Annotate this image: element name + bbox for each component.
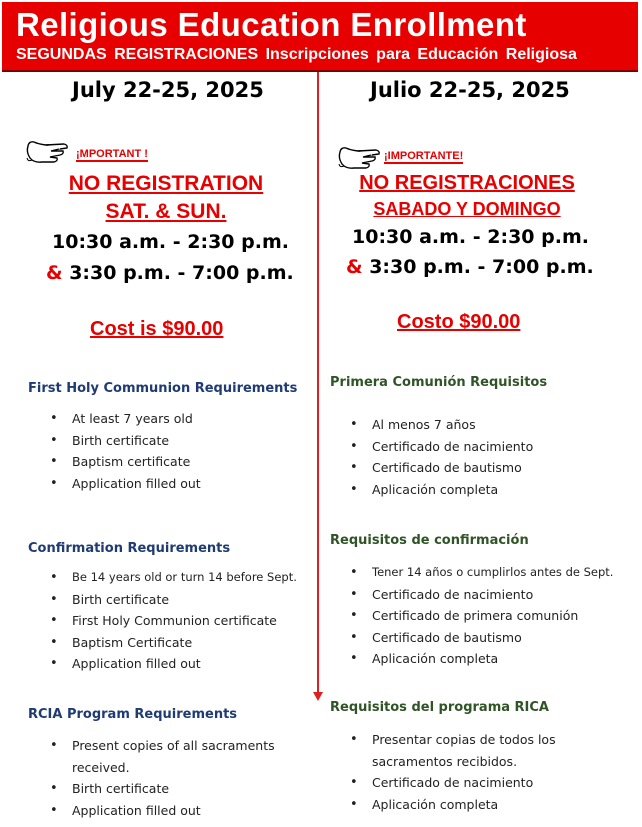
list-item: • Certificado de nacimiento bbox=[330, 436, 630, 458]
no-registraciones-line2: SABADO Y DOMINGO bbox=[373, 199, 561, 219]
english-no-registration bbox=[46, 170, 286, 226]
list-item: • Present copies of all sacraments received. bbox=[30, 735, 295, 778]
page-subtitle: SEGUNDAS REGISTRACIONES Inscripciones para Educación Religiosa bbox=[16, 46, 577, 63]
list-item: • Al menos 7 años bbox=[330, 414, 630, 436]
list-item: • First Holy Communion certificate bbox=[30, 610, 315, 632]
english-section-title-rcia: RCIA Program Requirements bbox=[28, 707, 238, 722]
english-section-title-communion: First Holy Communion Requirements bbox=[28, 381, 298, 396]
english-cost: Cost is $90.00 bbox=[90, 318, 224, 340]
list-item: • Certificado de primera comunión bbox=[330, 605, 638, 627]
important-badge: ¡MPORTANT ! bbox=[76, 148, 148, 160]
list-item: • Certificado de bautismo bbox=[330, 457, 630, 479]
list-item: • Birth certificate bbox=[30, 589, 315, 611]
list-item: • Presentar copias de todos los sacramentos recibidos. bbox=[330, 729, 592, 772]
spanish-section-title-rica: Requisitos del programa RICA bbox=[330, 700, 549, 715]
no-registration-line2: SAT. & SUN. bbox=[105, 200, 227, 223]
time-2-text: 3:30 p.m. - 7:00 p.m. bbox=[69, 262, 294, 284]
spanish-section-title-communion: Primera Comunión Requisitos bbox=[330, 375, 548, 390]
english-communion-list bbox=[30, 408, 310, 494]
divider-arrow-icon bbox=[313, 692, 323, 701]
spanish-communion-list bbox=[330, 414, 630, 500]
english-confirmation-list bbox=[30, 567, 315, 675]
no-registration-line1: NO REGISTRATION bbox=[68, 172, 264, 195]
importante-badge: ¡IMPORTANTE! bbox=[384, 150, 464, 162]
list-item: • Application filled out bbox=[30, 653, 315, 675]
list-item: • Aplicación completa bbox=[330, 794, 592, 816]
list-item: • Certificado de bautismo bbox=[330, 627, 638, 649]
spanish-rica-list bbox=[330, 729, 592, 815]
list-item: • Aplicación completa bbox=[330, 479, 630, 501]
list-item: • Tener 14 años o cumplirlos antes de Sept. bbox=[330, 562, 638, 584]
english-time-1: 10:30 a.m. - 2:30 p.m. bbox=[52, 231, 289, 253]
time-2-text: 3:30 p.m. - 7:00 p.m. bbox=[369, 256, 594, 278]
list-item: • Birth certificate bbox=[30, 778, 295, 800]
header-banner bbox=[2, 2, 638, 72]
page-title: Religious Education Enrollment bbox=[16, 6, 527, 43]
spanish-time-1: 10:30 a.m. - 2:30 p.m. bbox=[352, 226, 589, 248]
list-item: • Aplicación completa bbox=[330, 648, 638, 670]
spanish-important-callout bbox=[336, 144, 496, 172]
column-divider bbox=[317, 72, 319, 694]
english-rcia-list bbox=[30, 735, 295, 821]
list-item: • Baptism certificate bbox=[30, 451, 310, 473]
spanish-section-title-confirmation: Requisitos de confirmación bbox=[330, 533, 529, 548]
english-time-2 bbox=[46, 262, 294, 284]
ampersand: & bbox=[46, 262, 63, 284]
list-item: • Application filled out bbox=[30, 800, 295, 822]
list-item: • At least 7 years old bbox=[30, 408, 310, 430]
spanish-cost: Costo $90.00 bbox=[397, 311, 521, 333]
pointing-hand-icon bbox=[24, 138, 70, 166]
spanish-no-registration bbox=[340, 170, 594, 222]
english-section-title-confirmation: Confirmation Requirements bbox=[28, 541, 231, 556]
list-item: • Certificado de nacimiento bbox=[330, 772, 592, 794]
list-item: • Be 14 years old or turn 14 before Sept. bbox=[30, 567, 315, 589]
list-item: • Certificado de nacimiento bbox=[330, 584, 638, 606]
list-item: • Baptism Certificate bbox=[30, 632, 315, 654]
spanish-time-2 bbox=[346, 256, 594, 278]
english-important-callout bbox=[24, 138, 184, 166]
no-registraciones-line1: NO REGISTRACIONES bbox=[359, 172, 575, 194]
spanish-confirmation-list bbox=[330, 562, 638, 670]
english-date: July 22-25, 2025 bbox=[72, 78, 264, 102]
ampersand: & bbox=[346, 256, 363, 278]
spanish-date: Julio 22-25, 2025 bbox=[370, 78, 570, 102]
list-item: • Birth certificate bbox=[30, 430, 310, 452]
list-item: • Application filled out bbox=[30, 473, 310, 495]
pointing-hand-icon bbox=[336, 144, 382, 172]
